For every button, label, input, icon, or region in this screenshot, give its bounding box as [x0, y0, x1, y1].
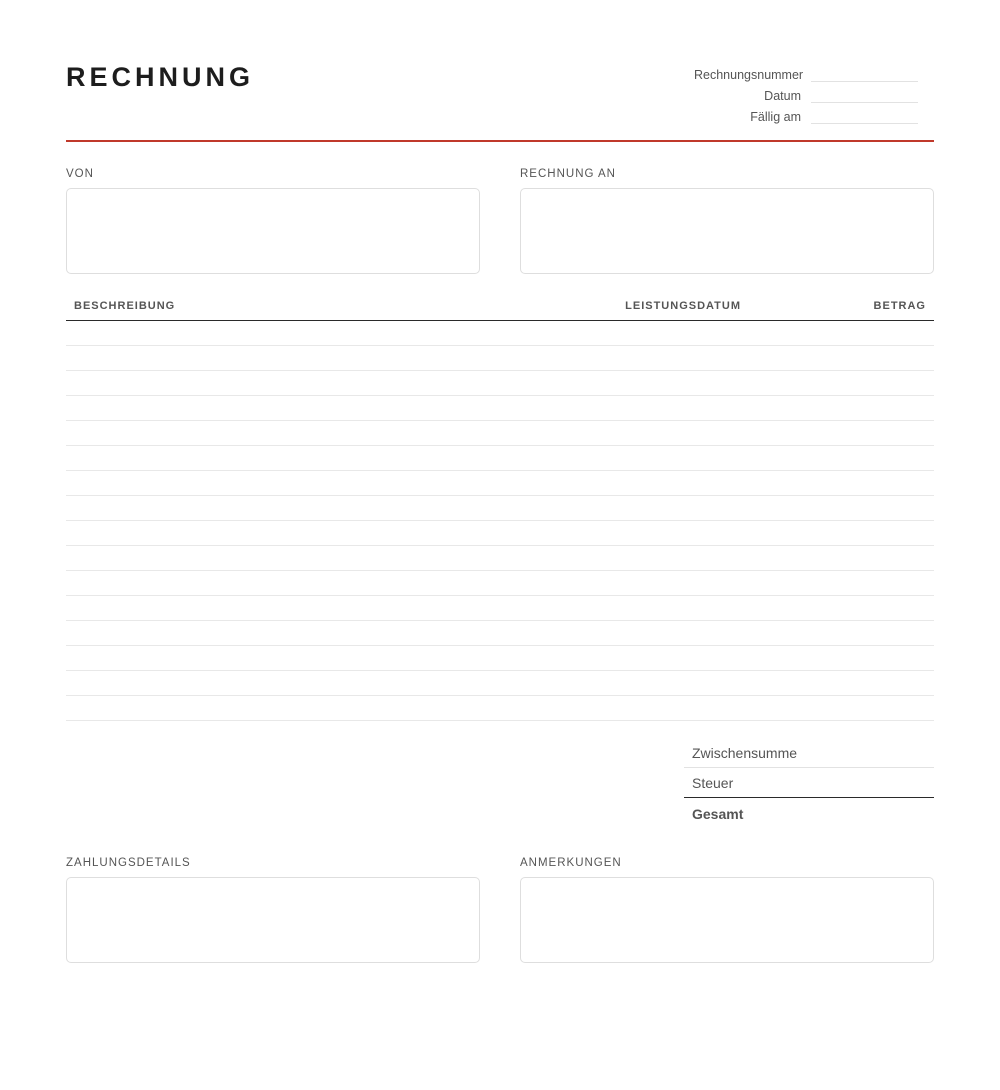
from-label: VON	[66, 168, 94, 180]
line-item-row[interactable]	[66, 371, 934, 396]
invoice-date-field[interactable]	[811, 91, 918, 103]
line-item-row[interactable]	[66, 346, 934, 371]
line-item-row[interactable]	[66, 596, 934, 621]
due-date-label: Fällig am	[750, 110, 801, 124]
payment-details-label: ZAHLUNGSDETAILS	[66, 857, 191, 869]
column-amount: BETRAG	[873, 300, 926, 312]
meta-row-date	[694, 83, 934, 104]
line-item-row[interactable]	[66, 446, 934, 471]
totals-block	[684, 738, 934, 828]
bill-to-box[interactable]	[520, 188, 934, 274]
line-item-row[interactable]	[66, 471, 934, 496]
invoice-meta	[694, 62, 934, 125]
line-item-row[interactable]	[66, 646, 934, 671]
bill-to-label: RECHNUNG AN	[520, 168, 616, 180]
column-description: BESCHREIBUNG	[74, 300, 176, 312]
line-items-header	[66, 300, 934, 321]
column-service-date: LEISTUNGSDATUM	[625, 300, 741, 312]
line-item-row[interactable]	[66, 521, 934, 546]
line-item-row[interactable]	[66, 321, 934, 346]
line-item-row[interactable]	[66, 696, 934, 721]
meta-row-due	[694, 104, 934, 125]
tax-label: Steuer	[692, 775, 734, 791]
total-label: Gesamt	[692, 806, 744, 822]
tax-row	[684, 768, 934, 798]
line-items	[66, 321, 934, 721]
due-date-field[interactable]	[811, 112, 918, 124]
subtotal-row	[684, 738, 934, 768]
payment-details-box[interactable]	[66, 877, 480, 963]
invoice-number-label: Rechnungsnummer	[694, 68, 804, 82]
line-item-row[interactable]	[66, 396, 934, 421]
notes-box[interactable]	[520, 877, 934, 963]
line-item-row[interactable]	[66, 496, 934, 521]
line-item-row[interactable]	[66, 571, 934, 596]
invoice-number-field[interactable]	[811, 70, 918, 82]
total-row	[684, 798, 934, 828]
invoice-date-label: Datum	[764, 89, 801, 103]
notes-label: ANMERKUNGEN	[520, 857, 622, 869]
from-box[interactable]	[66, 188, 480, 274]
line-item-row[interactable]	[66, 546, 934, 571]
meta-row-number	[694, 62, 934, 83]
invoice-title: RECHNUNG	[66, 62, 255, 92]
line-item-row[interactable]	[66, 671, 934, 696]
header-divider	[66, 140, 934, 142]
line-item-row[interactable]	[66, 421, 934, 446]
invoice-page	[66, 0, 934, 1090]
line-item-row[interactable]	[66, 621, 934, 646]
subtotal-label: Zwischensumme	[692, 745, 798, 761]
